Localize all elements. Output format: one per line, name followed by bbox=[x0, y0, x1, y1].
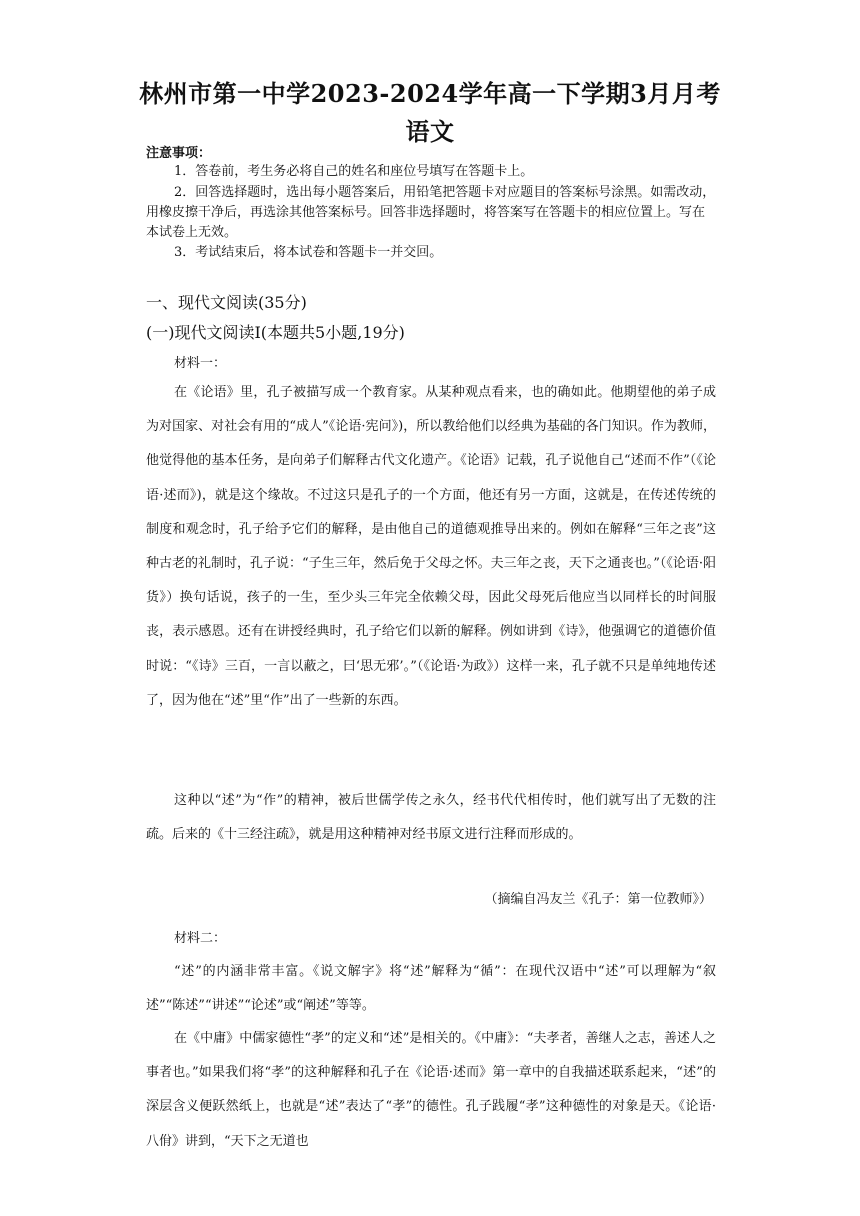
exam-title: 林州市第一中学2023-2024学年高一下学期3月月考 bbox=[139, 79, 721, 108]
material-one-paragraph: 在《论语》里，孔子被描写成一个教育家。从某种观点看来，也的确如此。他期望他的弟子成为对国家、对社会有用的“成人”《论语·宪问》)，所以教给他们以经典为基础的各门知识。作为教师，他觉得他的基本任务，是向弟子们解释古代文化遗产。《论语》记载，孔子说他自己“述而不作”（《论语·述而》)，就是这个缘故。不过这只是孔子的一个方面，他还有另一方面，这就是，在传述传统的制度和观念时，孔子给予它们的解释，是由他自己的道德观推导出来的。例如在解释“三年之丧”这种古老的礼制时，孔子说：“子生三年，然后免于父母之怀。夫三年之丧，天下之通丧也。”（《论语·阳货》）换句话说，孩子的一生，至少头三年完全依赖父母，因此父母死后他应当以同样长的时间服丧，表示感恩。还有在讲授经典时，孔子给它们以新的解释。例如讲到《诗》，他强调它的道德价值时说：“《诗》三百，一言以蔽之，曰‘思无邪’。”（《论语·为政》）这样一来，孔子就不只是单纯地传述了，因为他在“述”里“作”出了一些新的东西。 bbox=[146, 385, 716, 708]
section-subtitle: (一)现代文阅读Ⅰ(本题共5小题,19分) bbox=[146, 323, 405, 342]
section-title: 一、现代文阅读(35分) bbox=[146, 293, 307, 312]
material-two-paragraph: 在《中庸》中儒家德性“孝”的定义和“述”是相关的。《中庸》：“夫孝者，善继人之志，善述人之事者也。”如果我们将“孝”的这种解释和孔子在《论语·述而》第一章中的自我描述联系起来，“述”的深层含义便跃然纸上，也就是“述”表达了“孝”的德性。孔子践履“孝”这种德性的对象是天。《论语·八佾》讲到，“天下之无道也 bbox=[146, 1031, 716, 1149]
material-two-label: 材料二： bbox=[174, 931, 227, 946]
material-one-label: 材料一： bbox=[174, 356, 227, 371]
material-two-paragraph: “述”的内涵非常丰富。《说文解字》将“述”解释为“循”：在现代汉语中“述”可以理解为“叙述”“陈述”“讲述”“论述”或“阐述”等等。 bbox=[146, 964, 716, 1014]
exam-subject: 语文 bbox=[405, 117, 455, 146]
material-one-source: （摘编自冯友兰《孔子：第一位教师》） bbox=[484, 892, 712, 907]
notice-item: 2．回答选择题时，选出每小题答案后，用铅笔把答题卡对应题目的答案标号涂黑。如需改动，用橡皮擦干净后，再选涂其他答案标号。回答非选择题时，将答案写在答题卡的相应位置上。写在本试卷上无效。 bbox=[146, 185, 716, 240]
notice-heading: 注意事项： bbox=[146, 146, 212, 161]
notice-item: 3．考试结束后，将本试卷和答题卡一并交回。 bbox=[174, 245, 443, 260]
notice-item: 1．答卷前，考生务必将自己的姓名和座位号填写在答题卡上。 bbox=[174, 164, 534, 179]
material-one-paragraph: 这种以“述”为“作”的精神，被后世儒学传之永久，经书代代相传时，他们就写出了无数的注疏。后来的《十三经注疏》，就是用这种精神对经书原文进行注释而形成的。 bbox=[146, 793, 716, 843]
